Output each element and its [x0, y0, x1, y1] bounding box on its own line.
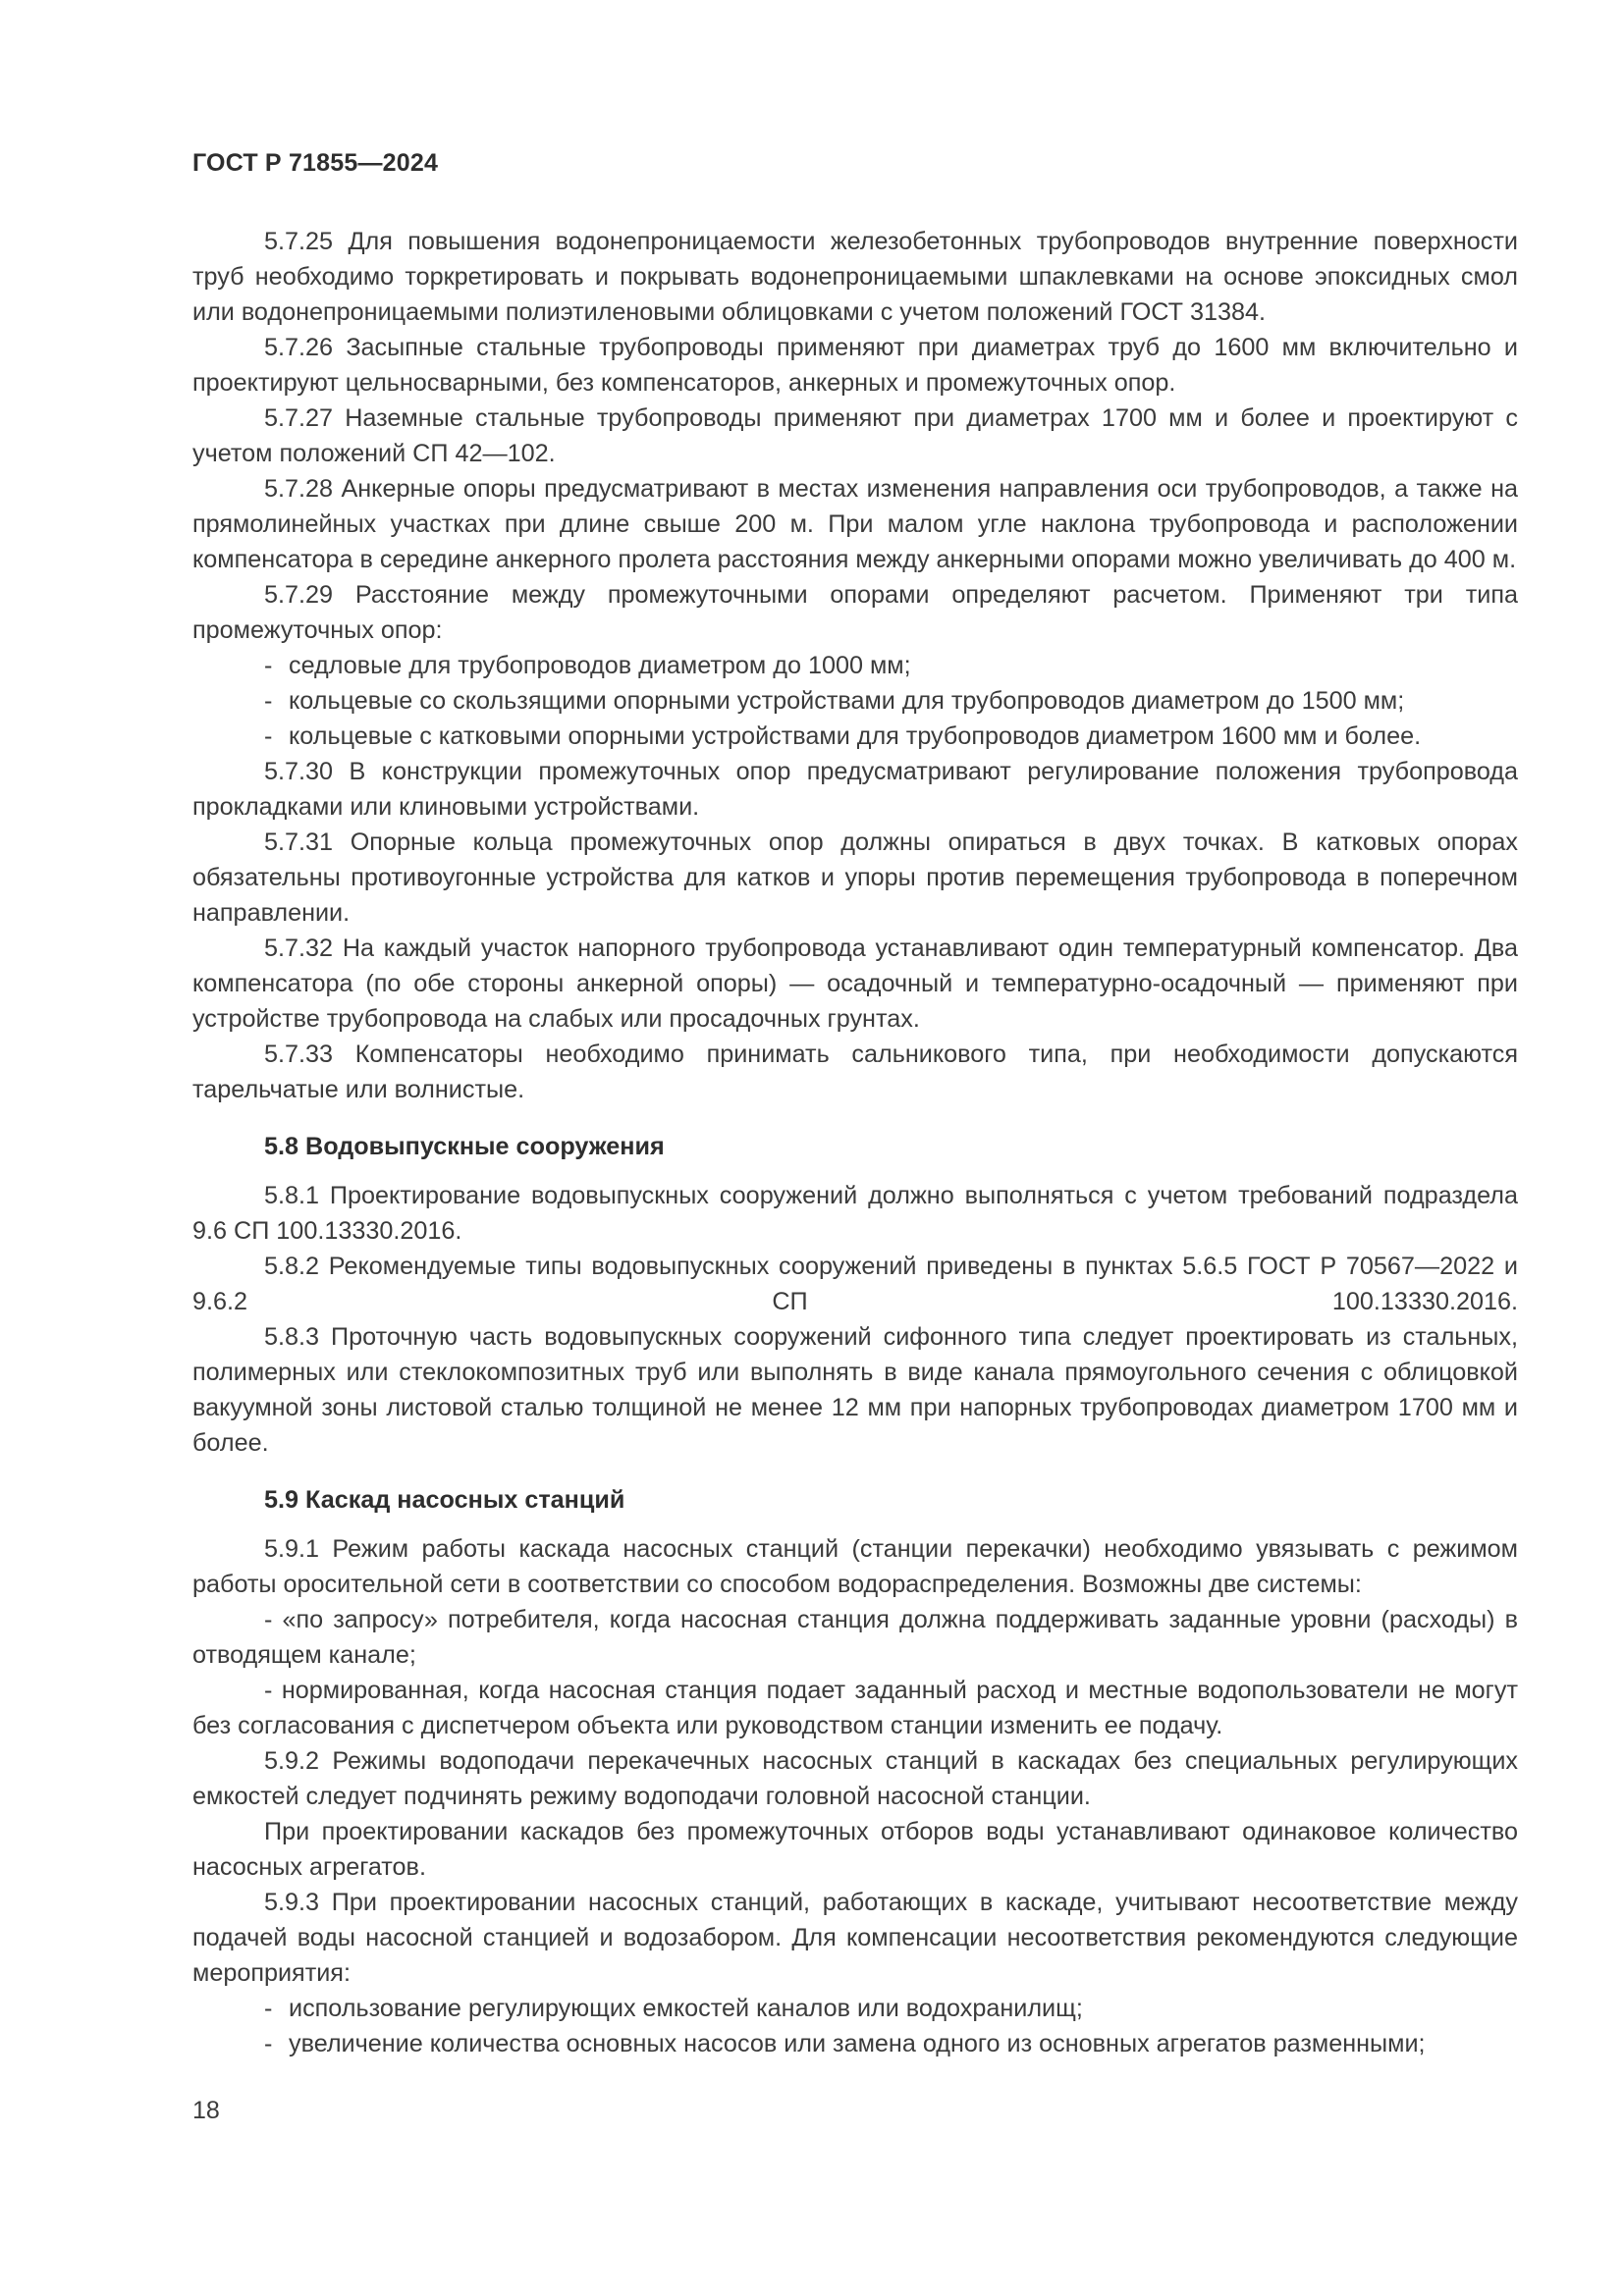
paragraph-5-7-31: 5.7.31 Опорные кольца промежуточных опор должны опираться в двух точках. В катковых опорах обязательны противоугонные устройства для катков и упоры против перемещения трубопровода в поперечном направлении. — [192, 828, 1518, 927]
paragraph-5-7-33: 5.7.33 Компенсаторы необходимо принимать сальникового типа, при необходимости допускаются тарельчатые или волнистые. — [192, 1041, 1518, 1103]
paragraph-5-8-1: 5.8.1 Проектирование водовыпускных сооружений должно выполняться с учетом требований подраздела 9.6 СП 100.13330.2016. — [192, 1182, 1518, 1245]
paragraph-5-8-2: 5.8.2 Рекомендуемые типы водовыпускных сооружений приведены в пунктах 5.6.5 ГОСТ Р 70567—2022 и 9.6.2 СП 100.13330.2016. — [192, 1253, 1518, 1315]
paragraph-5-8-3: 5.8.3 Проточную часть водовыпускных сооружений сифонного типа следует проектировать из стальных, полимерных или стеклокомпозитных труб или выполнять в виде канала прямоугольного сечения с облицовкой вакуумной зоны листовой сталью толщиной не менее 12 мм при напорных трубопроводах диаметром 1700 мм и более. — [192, 1323, 1518, 1457]
list-dash: - — [264, 722, 273, 750]
section-heading-5-9: 5.9 Каскад насосных станций — [264, 1486, 625, 1514]
paragraph-5-7-29: 5.7.29 Расстояние между промежуточными опорами определяют расчетом. Применяют три типа промежуточных опор: — [192, 581, 1518, 644]
list-item: - использование регулирующих емкостей каналов или водохранилищ; — [192, 1991, 1518, 2026]
spacer — [192, 1461, 1518, 1482]
section-heading-5-8: 5.8 Водовыпускные сооружения — [264, 1133, 665, 1160]
list-dash: - — [264, 1995, 273, 2022]
spacer — [192, 1164, 1518, 1178]
paragraph-5-7-30: 5.7.30 В конструкции промежуточных опор предусматривают регулирование положения трубопровода прокладками или клиновыми устройствами. — [192, 758, 1518, 821]
list-item: - кольцевые с катковыми опорными устройствами для трубопроводов диаметром 1600 мм и более. — [192, 719, 1518, 754]
paragraph-5-9-2-cont: При проектировании каскадов без промежуточных отборов воды устанавливают одинаковое количество насосных агрегатов. — [192, 1818, 1518, 1881]
paragraph-5-7-28: 5.7.28 Анкерные опоры предусматривают в местах изменения направления оси трубопроводов, а также на прямолинейных участках при длине свыше 200 м. При малом угле наклона трубопровода и расположении компенсатора в середине анкерного пролета расстояния между анкерными опорами можно увеличивать до 400 м. — [192, 475, 1518, 573]
paragraph-5-9-1: 5.9.1 Режим работы каскада насосных станций (станции перекачки) необходимо увязывать с режимом работы оросительной сети в соответствии со способом водораспределения. Возможны две системы: — [192, 1535, 1518, 1598]
list-item: - «по запросу» потребителя, когда насосная станция должна поддерживать заданные уровни (расходы) в отводящем канале; — [192, 1606, 1518, 1669]
paragraph-5-9-3: 5.9.3 При проектировании насосных станций, работающих в каскаде, учитывают несоответствие между подачей воды насосной станцией и водозабором. Для компенсации несоответствия рекомендуются следующие мероприятия: — [192, 1889, 1518, 1987]
document-body — [192, 224, 1518, 2061]
support-types-list — [192, 648, 1518, 754]
document-header: ГОСТ Р 71855—2024 — [192, 149, 439, 177]
list-dash: - — [264, 652, 273, 679]
list-item: - кольцевые со скользящими опорными устройствами для трубопроводов диаметром до 1500 мм; — [192, 683, 1518, 719]
paragraph-5-9-2: 5.9.2 Режимы водоподачи перекачечных насосных станций в каскадах без специальных регулирующих емкостей следует подчинять режиму водоподачи головной насосной станции. — [192, 1747, 1518, 1810]
paragraph-5-7-32: 5.7.32 На каждый участок напорного трубопровода устанавливают один температурный компенсатор. Два компенсатора (по обе стороны анкерной опоры) — осадочный и температурно-осадочный — применяют при устройстве трубопровода на слабых или просадочных грунтах. — [192, 934, 1518, 1033]
spacer — [192, 1518, 1518, 1531]
list-dash: - — [264, 2030, 273, 2057]
paragraph-5-7-25: 5.7.25 Для повышения водонепроницаемости железобетонных трубопроводов внутренние поверхности труб необходимо торкретировать и покрывать водонепроницаемыми шпаклевками на основе эпоксидных смол или водонепроницаемыми полиэтиленовыми облицовками с учетом положений ГОСТ 31384. — [192, 228, 1518, 326]
spacer — [192, 1107, 1518, 1129]
page-number: 18 — [192, 2097, 220, 2124]
list-item: - увеличение количества основных насосов или замена одного из основных агрегатов разменными; — [192, 2026, 1518, 2061]
paragraph-5-7-27: 5.7.27 Наземные стальные трубопроводы применяют при диаметрах 1700 мм и более и проектируют с учетом положений СП 42—102. — [192, 404, 1518, 467]
measures-list — [192, 1991, 1518, 2061]
list-item: - седловые для трубопроводов диаметром до 1000 мм; — [192, 648, 1518, 683]
list-item: - нормированная, когда насосная станция подает заданный расход и местные водопользователи не могут без согласования с диспетчером объекта или руководством станции изменить ее подачу. — [192, 1677, 1518, 1739]
list-dash: - — [264, 687, 273, 715]
paragraph-5-7-26: 5.7.26 Засыпные стальные трубопроводы применяют при диаметрах труб до 1600 мм включительно и проектируют цельносварными, без компенсаторов, анкерных и промежуточных опор. — [192, 334, 1518, 397]
